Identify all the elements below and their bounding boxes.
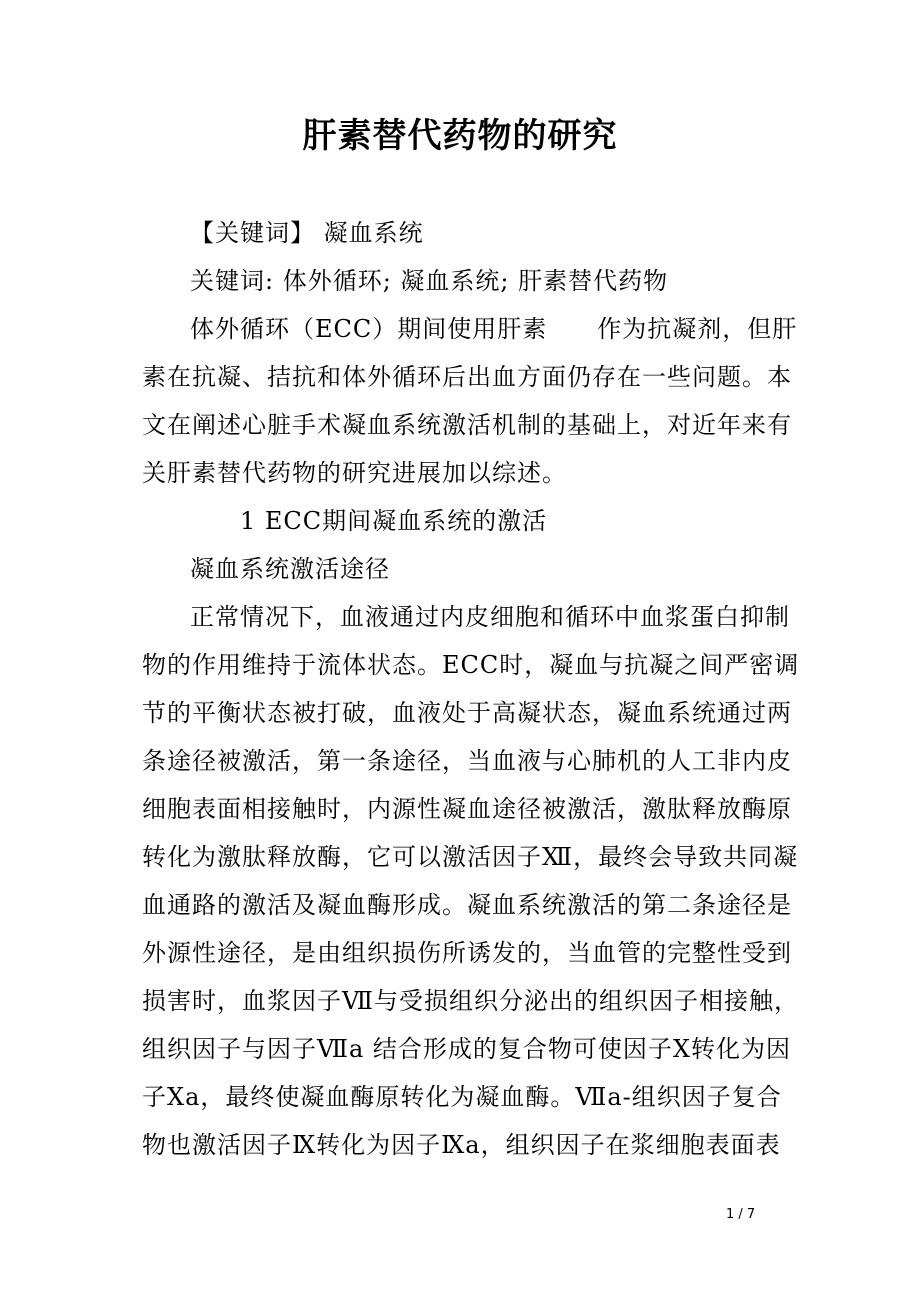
- paragraph-line: 条途径被激活，第一条途径，当血液与心肺机的人工非内皮: [142, 747, 792, 775]
- paragraph-line: 转化为激肽释放酶，它可以激活因子Ⅻ，最终会导致共同凝: [142, 843, 799, 871]
- paragraph-line: 组织因子与因子Ⅶa 结合形成的复合物可使因子Ⅹ转化为因: [142, 1035, 791, 1063]
- paragraph-line: 节的平衡状态被打破，血液处于高凝状态，凝血系统通过两: [142, 699, 792, 727]
- keywords-line: 关键词: 体外循环; 凝血系统; 肝素替代药物: [190, 267, 669, 295]
- paragraph-line: 血通路的激活及凝血酶形成。凝血系统激活的第二条途径是: [142, 891, 792, 919]
- page-number: 1 / 7: [726, 1207, 756, 1222]
- section-heading: 1 ECC期间凝血系统的激活: [240, 507, 548, 535]
- paragraph-line: 损害时，血浆因子Ⅶ与受损组织分泌出的组织因子相接触，: [142, 987, 799, 1015]
- paragraph-line: 正常情况下，血液通过内皮细胞和循环中血浆蛋白抑制: [190, 603, 790, 631]
- paragraph-line: 物的作用维持于流体状态。ECC时，凝血与抗凝之间严密调: [142, 651, 800, 679]
- keywords-heading: 【关键词】 凝血系统: [190, 219, 424, 247]
- paragraph-line: 细胞表面相接触时，内源性凝血途径被激活，激肽释放酶原: [142, 795, 792, 823]
- paragraph-line: 子Ⅹa，最终使凝血酶原转化为凝血酶。Ⅶa-组织因子复合: [142, 1083, 782, 1111]
- paragraph-line: 素在抗凝、拮抗和体外循环后出血方面仍存在一些问题。本: [142, 363, 792, 391]
- paragraph-line: 物也激活因子Ⅸ转化为因子Ⅸa，组织因子在浆细胞表面表: [142, 1131, 781, 1159]
- paragraph-line: 文在阐述心脏手术凝血系统激活机制的基础上，对近年来有: [142, 411, 792, 439]
- paragraph-line: 关肝素替代药物的研究进展加以综述。: [142, 459, 567, 487]
- paragraph-line: 外源性途径，是由组织损伤所诱发的，当血管的完整性受到: [142, 939, 792, 967]
- document-title: 肝素替代药物的研究: [302, 116, 618, 156]
- paragraph-line: 体外循环（ECC）期间使用肝素 作为抗凝剂，但肝: [190, 315, 798, 343]
- subsection-heading: 凝血系统激活途径: [190, 555, 390, 583]
